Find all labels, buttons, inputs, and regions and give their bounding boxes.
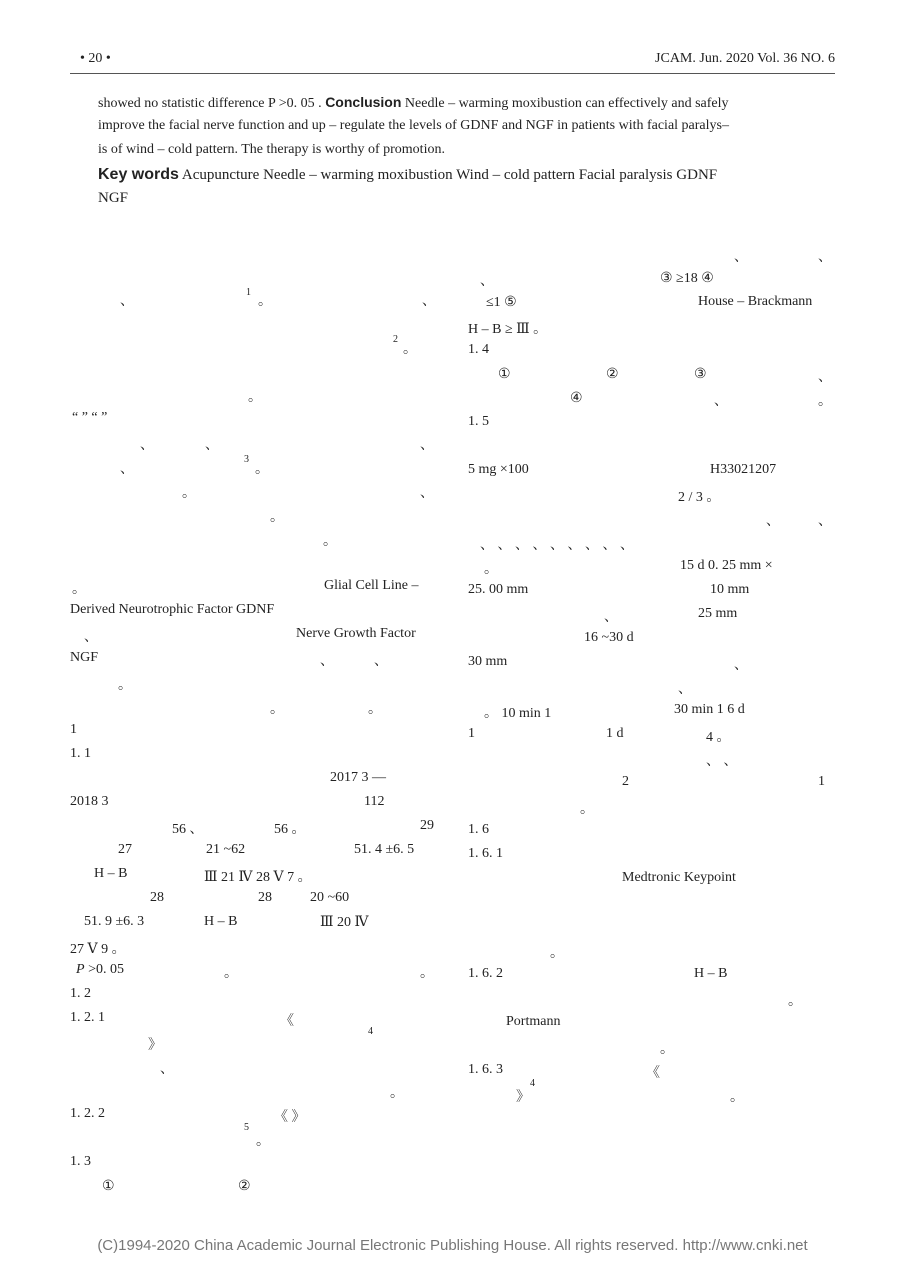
right-column-fragment: ① (498, 367, 511, 382)
left-column-fragment: 28 (258, 890, 272, 905)
right-column-fragment: ≤1 ⑤ (486, 295, 517, 310)
left-column-fragment: 51. 4 ±6. 5 (354, 842, 415, 857)
right-column-fragment: Medtronic Keypoint (622, 870, 736, 885)
left-column-fragment: 51. 9 ±6. 3 (84, 914, 145, 929)
left-column-fragment: 。 (255, 462, 269, 477)
left-column-fragment: 。 (224, 966, 238, 981)
right-column-fragment: 25 mm (698, 606, 738, 621)
right-column-fragment: 1. 6 (468, 822, 489, 837)
right-column-fragment: 1 (468, 726, 475, 741)
copyright-footer: (C)1994-2020 China Academic Journal Electronic Publishing House. All rights reserved. http://www.cnki.net (97, 1237, 808, 1254)
right-column-fragment: 。 (660, 1042, 674, 1057)
right-column-fragment: 、 (818, 250, 832, 265)
right-column-fragment: H – B (694, 966, 728, 981)
left-column-fragment: 4 (368, 1026, 373, 1037)
right-column-fragment: 、 (604, 610, 618, 625)
left-column-fragment: 27 (118, 842, 132, 857)
right-column-fragment: 1 d (606, 726, 624, 741)
right-column-fragment: 。 10 min 1 (484, 706, 552, 721)
right-column-fragment: ③ (694, 367, 707, 382)
left-column-fragment: 、 (160, 1062, 174, 1077)
left-column-fragment: 、 (420, 438, 434, 453)
left-column-fragment: 。 (323, 534, 337, 549)
left-column-fragment: 1. 3 (70, 1154, 91, 1169)
abstract-line-2: improve the facial nerve function and up – regulate the levels of GDNF and NGF in patients with facial paralys– (98, 118, 729, 133)
left-column-fragment: 》 (148, 1038, 162, 1053)
abstract-line-3: is of wind – cold pattern. The therapy is worthy of promotion. (98, 142, 445, 157)
right-column-fragment: 2 (622, 774, 629, 789)
right-column-fragment: 、 、 (706, 754, 738, 769)
abstract-text: Needle – warming moxibustion can effectively and safely (401, 96, 729, 111)
left-column-fragment: 。 (182, 486, 196, 501)
left-column-fragment: Ⅲ 20 Ⅳ (320, 915, 369, 930)
right-column-fragment: 1. 6. 1 (468, 846, 503, 861)
left-column-fragment: ② (238, 1179, 251, 1194)
right-column-fragment: 。 (788, 994, 802, 1009)
left-column-fragment: 《 (280, 1014, 294, 1029)
left-column-fragment: 2 (393, 334, 398, 345)
left-column-fragment: 2018 3 (70, 794, 109, 809)
left-column-fragment: 1. 2 (70, 986, 91, 1001)
right-column-fragment: 。 (730, 1090, 744, 1105)
right-column-fragment: 、 (480, 274, 494, 289)
keywords-label: Key words (98, 166, 179, 183)
right-column-fragment: 1. 4 (468, 342, 489, 357)
right-column-fragment: 4 。 (706, 730, 731, 745)
left-column-fragment: “ ” “ ” (72, 410, 108, 425)
left-column-fragment: NGF (70, 650, 99, 665)
left-column-fragment: Glial Cell Line – (324, 578, 419, 593)
right-column-fragment: 。 (550, 946, 564, 961)
page-number: • 20 • (80, 51, 111, 66)
left-column-fragment: 、 (374, 654, 388, 669)
right-column-fragment: H – B ≥ Ⅲ 。 (468, 322, 548, 337)
right-column-fragment: 、 (734, 250, 748, 265)
right-column-fragment: 1. 6. 2 (468, 966, 503, 981)
left-column-fragment: 56 、 (172, 822, 204, 837)
keywords-line-2: NGF (98, 190, 129, 206)
left-column-fragment: Ⅲ 21 Ⅳ 28 Ⅴ 7 。 (204, 870, 312, 885)
right-column-fragment: 1. 6. 3 (468, 1062, 503, 1077)
left-column-fragment: H – B (204, 914, 238, 929)
right-column-fragment: 4 (530, 1078, 535, 1089)
left-column-fragment: 1. 2. 1 (70, 1010, 105, 1025)
left-column-fragment: 、 (320, 654, 334, 669)
left-column-fragment: P >0. 05 (76, 962, 124, 977)
right-column-fragment: H33021207 (710, 462, 777, 477)
left-column-fragment: 1. 1 (70, 746, 91, 761)
right-column-fragment: 2 / 3 。 (678, 490, 721, 505)
right-column-fragment: 。 (818, 394, 832, 409)
right-column-fragment: 。 (484, 562, 498, 577)
left-column-fragment: 56 。 (274, 822, 306, 837)
left-column-fragment: 。 (420, 966, 434, 981)
left-column-fragment: 112 (364, 794, 385, 809)
right-column-fragment: 、 (734, 658, 748, 673)
left-column-fragment: 3 (244, 454, 249, 465)
left-column-fragment: 20 ~60 (310, 890, 350, 905)
left-column-fragment: 、 (420, 486, 434, 501)
right-column-fragment: 、 、 、 、 、 、 、 、 、 (480, 538, 634, 553)
right-column-fragment: 25. 00 mm (468, 582, 529, 597)
left-column-fragment: 。 (248, 390, 262, 405)
right-column-fragment: 、 (678, 682, 692, 697)
left-column-fragment: 《 》 (274, 1110, 306, 1125)
left-column-fragment: 21 ~62 (206, 842, 246, 857)
left-column-fragment: 、 (84, 630, 98, 645)
right-column-fragment: ③ ≥18 ④ (660, 271, 714, 286)
left-column-fragment: 、 (205, 438, 219, 453)
right-column-fragment: 16 ~30 d (584, 630, 634, 645)
left-column-fragment: 5 (244, 1122, 249, 1133)
right-column-fragment: 、 (766, 514, 780, 529)
right-column-fragment: 、 (714, 394, 728, 409)
right-column-fragment: 1. 5 (468, 414, 489, 429)
right-column-fragment: 30 min 1 6 d (674, 702, 745, 717)
left-column-fragment: 1 (70, 722, 77, 737)
page-header (0, 0, 905, 80)
left-column-fragment: 、 (140, 438, 154, 453)
right-column-fragment: Portmann (506, 1014, 561, 1029)
left-column-fragment: 、 (120, 462, 134, 477)
left-column-fragment: ① (102, 1179, 115, 1194)
left-column-fragment: 。 (258, 294, 272, 309)
left-column-fragment: 、 (422, 294, 436, 309)
left-column-fragment: 。 (403, 342, 417, 357)
right-column-fragment: 10 mm (710, 582, 750, 597)
right-column-fragment: House – Brackmann (698, 294, 813, 309)
right-column-fragment: 、 (818, 514, 832, 529)
left-column-fragment: 29 (420, 818, 434, 833)
right-column-fragment: 5 mg ×100 (468, 462, 529, 477)
keywords-line (98, 166, 717, 184)
right-column-fragment: 。 (580, 802, 594, 817)
left-column-fragment: 。 (256, 1134, 270, 1149)
right-column-fragment: 、 (818, 370, 832, 385)
left-column-fragment: 。 (368, 702, 382, 717)
header-rule (70, 73, 835, 74)
left-column-fragment: 。 (270, 702, 284, 717)
conclusion-label: Conclusion (325, 94, 402, 110)
right-column-fragment: 1 (818, 774, 825, 789)
right-column-fragment: ② (606, 367, 619, 382)
right-column-fragment: 《 (646, 1066, 660, 1081)
left-column-fragment: Nerve Growth Factor (296, 626, 416, 641)
left-column-fragment: 。 (270, 510, 284, 525)
abstract-text: showed no statistic difference P >0. 05 . (98, 96, 322, 111)
right-column-fragment: 》 (516, 1090, 530, 1105)
left-column-fragment: 2017 3 — (330, 770, 386, 785)
left-column-fragment: 28 (150, 890, 164, 905)
keywords-text: Acupuncture Needle – warming moxibustion Wind – cold pattern Facial paralysis GDNF (181, 167, 718, 183)
right-column-fragment: 15 d 0. 25 mm × (680, 558, 773, 573)
left-column-fragment: 、 (120, 294, 134, 309)
left-column-fragment: H – B (94, 866, 128, 881)
left-column-fragment: Derived Neurotrophic Factor GDNF (70, 602, 275, 617)
left-column-fragment: 。 (72, 582, 86, 597)
abstract-line-1 (98, 94, 729, 112)
left-column-fragment: 1 (246, 287, 251, 298)
left-column-fragment: 27 Ⅴ 9 。 (70, 942, 126, 957)
right-column-fragment: ④ (570, 391, 583, 406)
right-column-fragment: 30 mm (468, 654, 508, 669)
left-column-fragment: 。 (118, 678, 132, 693)
journal-info: JCAM. Jun. 2020 Vol. 36 NO. 6 (655, 51, 835, 66)
left-column-fragment: 。 (390, 1086, 404, 1101)
left-column-fragment: 1. 2. 2 (70, 1106, 105, 1121)
